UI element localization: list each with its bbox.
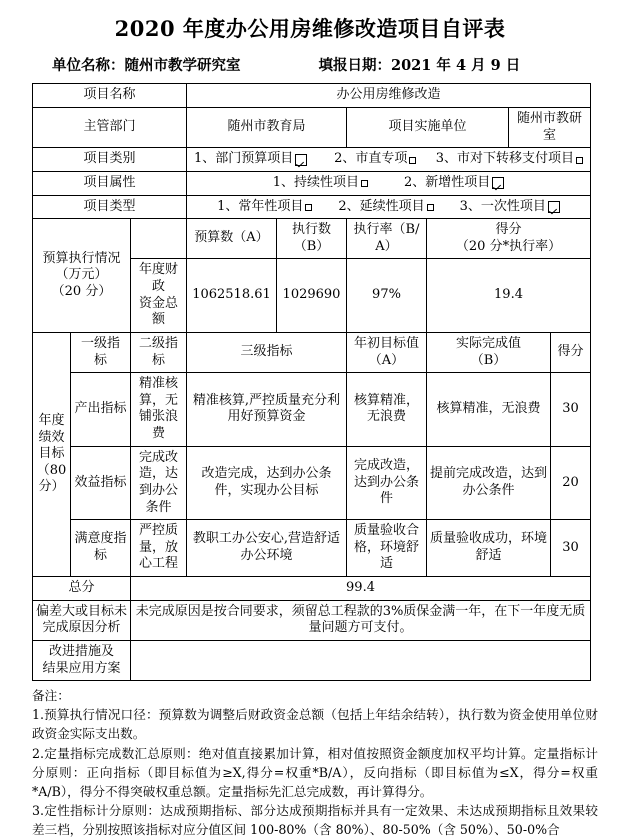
- notes-title: 备注：: [32, 688, 70, 704]
- dept-value: 随州市教育局: [187, 108, 347, 148]
- performance-row-0-target: 核算精准，无浪费: [347, 373, 427, 447]
- table-row-performance-benefit: [33, 446, 591, 520]
- table-row-improvement: [33, 640, 591, 680]
- checkbox-empty-icon[interactable]: [427, 204, 434, 211]
- type-label: 项目类型: [33, 195, 187, 219]
- impl-unit-label: 项目实施单位: [347, 108, 509, 148]
- budget-header-rate: 执行率（B/A）: [347, 219, 427, 259]
- checkbox-checked-icon[interactable]: [295, 154, 307, 166]
- category-option-3-label: 3、市对下转移支付项目: [435, 151, 575, 167]
- table-row-dept: [33, 108, 591, 148]
- table-row-total: [33, 577, 591, 601]
- performance-row-1-actual: 提前完成改造，达到办公条件: [427, 446, 551, 520]
- notes-section: [32, 686, 598, 839]
- attribute-options-cell: [187, 171, 591, 195]
- budget-amount-b: 1029690: [277, 259, 347, 333]
- notes-line-1: 1.预算执行情况口径：预算数为调整后财政资金总额（包括上年结余结转），执行数为资金使用单位财政资金实际支出数。: [32, 707, 598, 742]
- type-option-1-label: 1、常年性项目: [217, 198, 304, 214]
- performance-row-2-actual: 质量验收成功，环境舒适: [427, 520, 551, 577]
- budget-header-exec-b: 执行数（B）: [277, 219, 347, 259]
- performance-header-level3: 三级指标: [187, 332, 347, 372]
- performance-row-1-level3: 改造完成，达到办公条件，实现办公目标: [187, 446, 347, 520]
- checkbox-empty-icon[interactable]: [409, 157, 416, 164]
- checkbox-checked-icon[interactable]: [492, 177, 504, 189]
- table-row-performance-satisfaction: [33, 520, 591, 577]
- category-options-cell: [187, 148, 591, 172]
- performance-header-actual-line2: （B）: [470, 352, 507, 368]
- table-row-performance-header: [33, 332, 591, 372]
- project-name-label: 项目名称: [33, 84, 187, 108]
- notes-line-3: 3.定性指标计分原则：达成预期指标、部分达成预期指标并具有一定效果、未达成预期指标且效果较差三档，分别按照该指标对应分值区间 100-80%（含 80%）、80-50%（含 50%）、50-0%合: [32, 802, 598, 838]
- performance-row-2-level3: 教职工办公安心,营造舒适办公环境: [187, 520, 347, 577]
- performance-header-level1-line1: 一级指: [80, 335, 120, 351]
- budget-section-label-line2: （万元）: [55, 267, 108, 283]
- impl-unit-value: 随州市教研室: [509, 108, 591, 148]
- type-option-3-label: 3、一次性项目: [459, 198, 546, 214]
- performance-row-2-level1: 满意度指标: [71, 520, 131, 577]
- performance-header-target-line2: （A）: [368, 352, 405, 368]
- checkbox-empty-icon[interactable]: [361, 180, 368, 187]
- category-option-1-label: 1、部门预算项目: [194, 151, 294, 167]
- performance-label-line2: 绩效: [38, 429, 65, 445]
- deviation-label-line2: 完成原因分析: [42, 620, 121, 636]
- improvement-value: [131, 640, 591, 680]
- budget-amount-a: 1062518.61: [187, 259, 277, 333]
- table-row-deviation: [33, 600, 591, 640]
- budget-header-score-line1: 得分: [495, 222, 522, 238]
- attribute-option-1[interactable]: [273, 175, 368, 192]
- project-name-value: 办公用房维修改造: [187, 84, 591, 108]
- report-date-field: [319, 54, 521, 75]
- performance-header-target-line1: 年初目标值: [353, 335, 419, 351]
- dept-label: 主管部门: [33, 108, 187, 148]
- type-option-2-label: 2、延续性项目: [338, 198, 425, 214]
- improvement-label: [33, 640, 131, 680]
- form-meta-row: [0, 45, 620, 83]
- attribute-option-1-label: 1、持续性项目: [272, 174, 359, 190]
- performance-label-line1: 年度: [38, 412, 65, 428]
- unit-name-value: 随州市教学研究室: [124, 57, 241, 75]
- performance-row-0-score: 30: [551, 373, 591, 447]
- unit-name-field: [52, 54, 241, 75]
- category-label: 项目类别: [33, 148, 187, 172]
- performance-header-actual-line1: 实际完成值: [455, 335, 521, 351]
- performance-header-level1: [71, 332, 131, 372]
- performance-header-level2: 二级指标: [131, 332, 187, 372]
- checkbox-empty-icon[interactable]: [305, 204, 312, 211]
- performance-row-2-level2: 严控质量，放心工程: [131, 520, 187, 577]
- performance-row-2-score: 30: [551, 520, 591, 577]
- budget-blank-header: [131, 219, 187, 259]
- report-date-label: 填报日期：: [318, 57, 391, 75]
- budget-exec-rate: 97%: [347, 259, 427, 333]
- performance-label-line3: 目标: [38, 446, 65, 462]
- attribute-options: [190, 175, 587, 192]
- category-options: [190, 151, 587, 168]
- table-row-attribute: [33, 171, 591, 195]
- performance-header-score: 得分: [551, 332, 591, 372]
- type-options-cell: [187, 195, 591, 219]
- budget-score: 19.4: [427, 259, 591, 333]
- type-option-2[interactable]: [338, 199, 433, 216]
- budget-item-label: [131, 259, 187, 333]
- unit-name-label: 单位名称：: [52, 57, 125, 75]
- performance-label-line4: （80: [36, 462, 67, 478]
- performance-row-0-level3: 精准核算,严控质量充分利用好预算资金: [187, 373, 347, 447]
- performance-row-1-score: 20: [551, 446, 591, 520]
- performance-row-0-level2: 精准核算，无铺张浪费: [131, 373, 187, 447]
- budget-header-score-line2: （20 分*执行率）: [455, 238, 562, 254]
- budget-section-label-line3: （20 分）: [51, 283, 112, 299]
- table-row-budget-header: [33, 219, 591, 259]
- type-options: [190, 199, 587, 216]
- table-row-category: [33, 148, 591, 172]
- deviation-label: [33, 600, 131, 640]
- category-option-2-label: 2、市直专项: [334, 151, 408, 167]
- table-row-performance-output: [33, 373, 591, 447]
- performance-row-1-level1: 效益指标: [71, 446, 131, 520]
- performance-row-0-actual: 核算精准，无浪费: [427, 373, 551, 447]
- deviation-label-line1: 偏差大或目标未: [36, 603, 128, 619]
- total-score-label: 总分: [33, 577, 131, 601]
- budget-section-label-line1: 预算执行情况: [42, 250, 121, 266]
- category-option-3[interactable]: [436, 151, 583, 168]
- performance-row-0-level1: 产出指标: [71, 373, 131, 447]
- performance-row-1-target: 完成改造，达到办公条件: [347, 446, 427, 520]
- performance-label-line5: 分）: [38, 479, 65, 495]
- table-row-type: [33, 195, 591, 219]
- improvement-label-line1: 改进措施及: [48, 643, 114, 659]
- performance-header-target: [347, 332, 427, 372]
- performance-row-1-level2: 完成改造，达到办公条件: [131, 446, 187, 520]
- budget-section-label: [33, 219, 131, 333]
- type-option-3[interactable]: [460, 199, 560, 216]
- improvement-label-line2: 结果应用方案: [42, 660, 121, 676]
- budget-item-label-line1: 年度财政: [138, 262, 178, 295]
- budget-header-score: [427, 219, 591, 259]
- performance-section-label: [33, 332, 71, 576]
- assessment-table: [32, 83, 591, 681]
- type-option-1[interactable]: [217, 199, 312, 216]
- budget-item-label-line2: 资金总额: [138, 295, 178, 328]
- notes-line-2: 2.定量指标完成数汇总原则：绝对值直接累加计算，相对值按照资金额度加权平均计算。定量指标计分原则：正向指标（即目标值为≥X,得分=权重*B/A），反向指标（即目标值为≤X，得分=权重*A/B），得分不得突破权重总额。定量指标先汇总完成数，再计算得分。: [32, 745, 598, 799]
- performance-header-actual: [427, 332, 551, 372]
- attribute-label: 项目属性: [33, 171, 187, 195]
- table-row-project-name: [33, 84, 591, 108]
- category-option-1[interactable]: [194, 151, 307, 168]
- attribute-option-2[interactable]: [404, 175, 504, 192]
- total-score-value: 99.4: [131, 577, 591, 601]
- budget-header-budget-a: 预算数（A）: [187, 219, 277, 259]
- performance-row-2-target: 质量验收合格，环境舒适: [347, 520, 427, 577]
- checkbox-checked-icon[interactable]: [548, 201, 560, 213]
- page-title: 2020 年度办公用房维修改造项目自评表: [114, 16, 506, 41]
- checkbox-empty-icon[interactable]: [576, 157, 583, 164]
- report-date-value: 2021 年 4 月 9 日: [391, 57, 521, 75]
- attribute-option-2-label: 2、新增性项目: [404, 174, 491, 190]
- performance-header-level1-line2: 标: [93, 352, 107, 368]
- category-option-2[interactable]: [334, 151, 416, 168]
- deviation-value: 未完成原因是按合同要求，须留总工程款的3%质保金满一年，在下一年度无质量问题方可支付。: [131, 600, 591, 640]
